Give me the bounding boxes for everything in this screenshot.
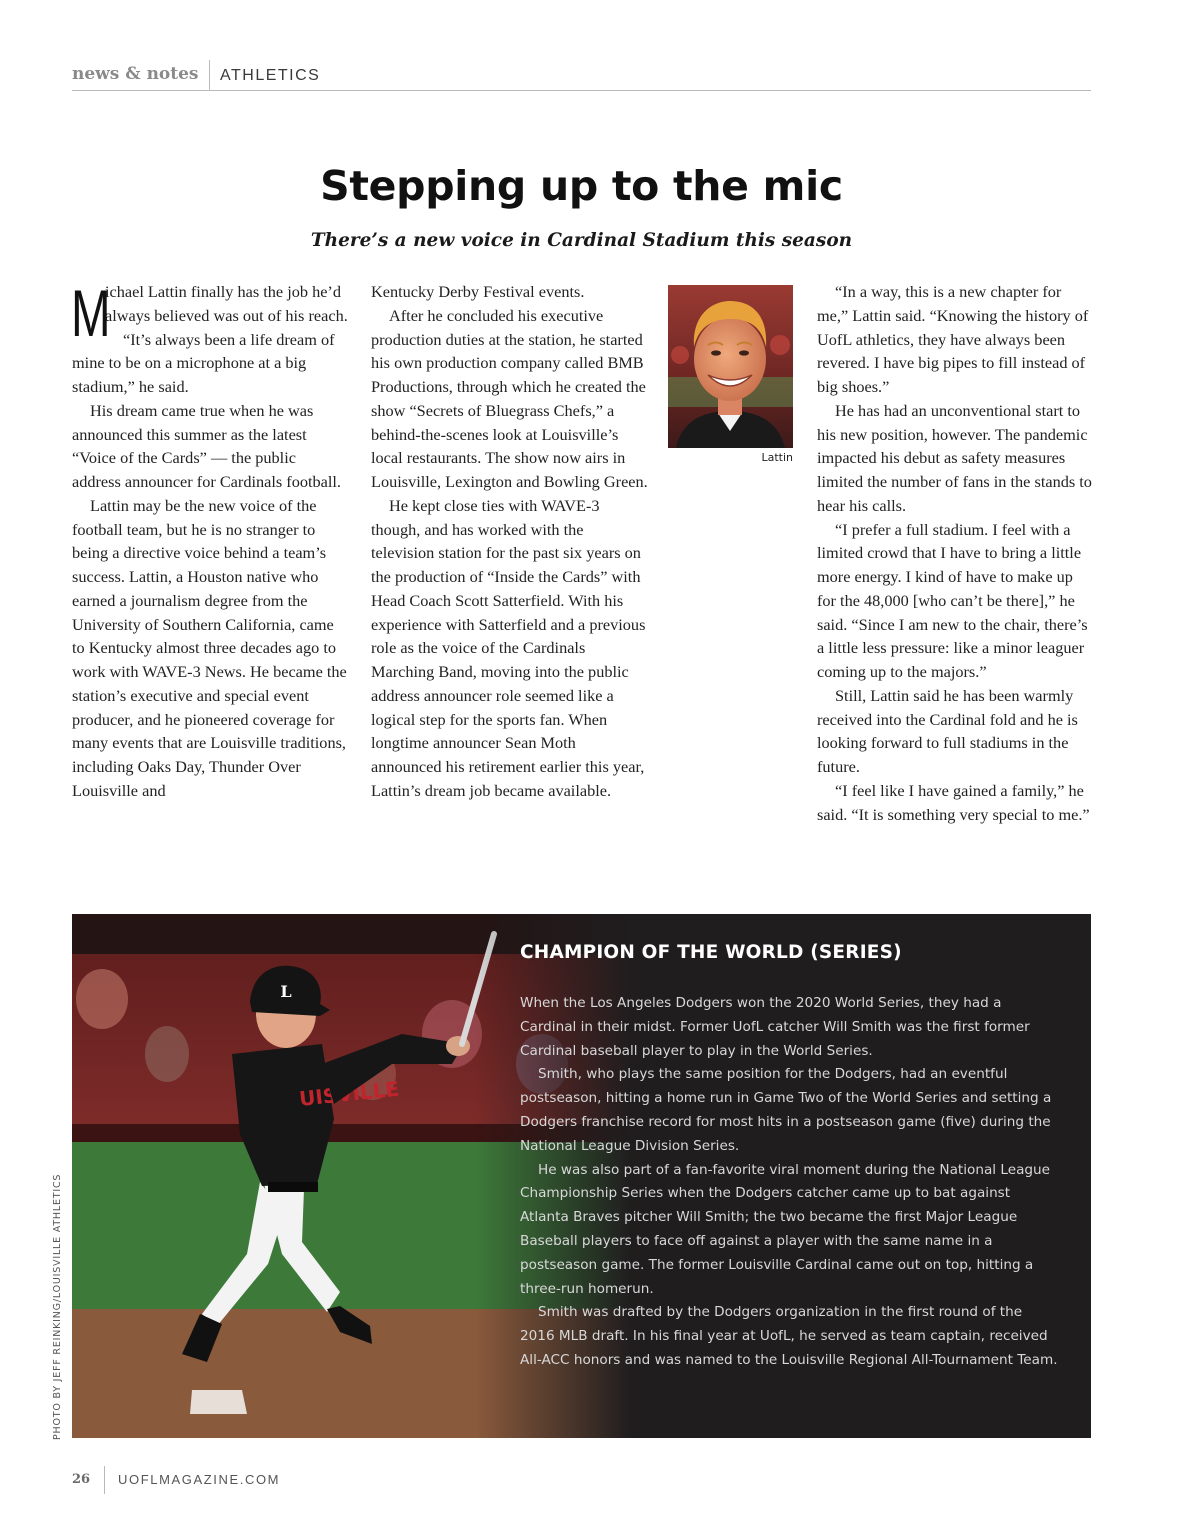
page-header	[72, 60, 1091, 91]
article-paragraph: His dream came true when he was announced this summer as the latest “Voice of the Cards” — the public address announcer for Cardinals football.	[72, 400, 342, 491]
sidebar-paragraph: Smith, who plays the same position for the Dodgers, had an eventful postseason, hitting a home run in Game Two of the World Series and setting a Dodgers franchise record for most hits in a postseason game (five) during the National League Division Series.	[520, 1066, 1052, 1154]
page-number: 26	[72, 1472, 91, 1487]
sidebar-body	[520, 992, 1060, 1373]
article-paragraph: Kentucky Derby Festival events.	[371, 282, 585, 301]
article-paragraph: “I prefer a full stadium. I feel with a limited crowd that I have to bring a little more energy. I kind of have to make up for the 48,000 [who can’t be there],” he said. “Since I am new to the chair, there’s a little less pressure: like a minor leaguer coming up to the majors.”	[817, 519, 1088, 681]
article-paragraph: “In a way, this is a new chapter for me,” Lattin said. “Knowing the history of UofL athletics, they have always been revered. I have big pipes to fill instead of big shoes.”	[817, 282, 1089, 396]
article-column-3	[817, 280, 1093, 826]
sidebar-paragraph: He was also part of a fan-favorite viral moment during the National League Championship Series when the Dodgers catcher came up to bat against Atlanta Braves pitcher Will Smith; the two became the first Major League Baseball players to face off against a player with the same name in a postseason game. The former Louisville Cardinal came out on top, hitting a three-run homerun.	[520, 1161, 1051, 1297]
portrait-illustration	[668, 285, 793, 448]
headline: Stepping up to the mic	[320, 162, 843, 210]
section-name: news & notes	[72, 64, 199, 84]
article-paragraph: “It’s always been a life dream of mine to be on a microphone at a big stadium,” he said.	[72, 329, 335, 396]
sidebar-box	[72, 914, 1091, 1438]
article-paragraph: ichael Lattin finally has the job he’d always believed was out of his reach.	[105, 282, 348, 325]
drop-cap: M	[71, 276, 111, 350]
article-column-1	[71, 276, 348, 803]
article-column-2	[371, 280, 649, 803]
article-paragraph: He has had an unconventional start to his new position, however. The pandemic impacted his debut as safety measures limited the number of fans in the stands to hear his calls.	[817, 400, 1092, 515]
article-paragraph: “I feel like I have gained a family,” he said. “It is something very special to me.”	[817, 780, 1090, 824]
footer-divider	[104, 1466, 105, 1494]
sidebar-title: CHAMPION OF THE WORLD (SERIES)	[520, 942, 902, 963]
deck: There’s a new voice in Cardinal Stadium this season	[310, 230, 853, 251]
lattin-portrait-photo	[668, 285, 793, 448]
footer-website: UOFLMAGAZINE.COM	[118, 1472, 281, 1487]
photo-caption: Lattin	[761, 451, 793, 464]
article-paragraph: Still, Lattin said he has been warmly received into the Cardinal fold and he is looking forward to full stadiums in the future.	[817, 685, 1078, 776]
section-tag: ATHLETICS	[220, 67, 321, 84]
sidebar-paragraph: Smith was drafted by the Dodgers organization in the first round of the 2016 MLB draft. In his final year at UofL, he served as team captain, received All-ACC honors and was named to the Louisville Regional All-Tournament Team.	[520, 1304, 1058, 1368]
sidebar-paragraph: When the Los Angeles Dodgers won the 2020 World Series, they had a Cardinal in their midst. Former UofL catcher Will Smith was the first former Cardinal baseball player to play in the World Series.	[520, 995, 1030, 1059]
article-paragraph: Lattin may be the new voice of the football team, but he is no stranger to being a directive voice behind a team’s success. Lattin, a Houston native who earned a journalism degree from the University of Southern California, came to Kentucky almost three decades ago to work with WAVE-3 News. He became the station’s executive and special event producer, and he pioneered coverage for many events that are Louisville traditions, including Oaks Day, Thunder Over Louisville and	[72, 495, 347, 800]
article-paragraph: After he concluded his executive production duties at the station, he started his own production company called BMB Productions, through which he created the show “Secrets of Bluegrass Chefs,” a behind-the-scenes look at Louisville’s local restaurants. The show now airs in Louisville, Lexington and Bowling Green.	[371, 305, 648, 491]
header-divider	[209, 60, 210, 90]
photo-credit: PHOTO BY JEFF REINKING/LOUISVILLE ATHLETICS	[52, 1173, 63, 1440]
article-paragraph: He kept close ties with WAVE-3 though, and has worked with the television station for the past six years on the production of “Inside the Cards” with Head Coach Scott Satterfield. With his experience with Satterfield and a previous role as the voice of the Cardinals Marching Band, moving into the public address announcer role seemed like a logical step for the sports fan. When longtime announcer Sean Moth announced his retirement earlier this year, Lattin’s dream job became available.	[371, 495, 646, 800]
